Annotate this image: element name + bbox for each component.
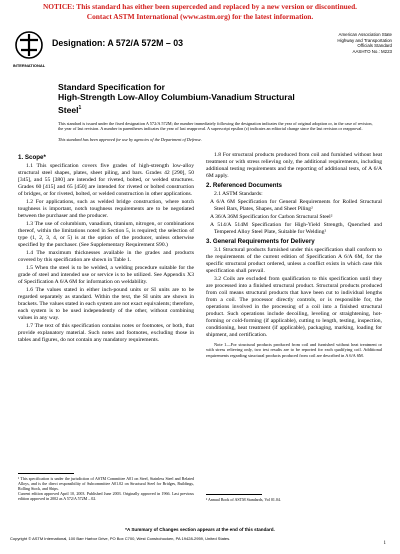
designation: Designation: A 572/A 572M – 03 [52,38,184,48]
agency-line: Officials Standard [357,43,392,49]
paragraph: 1.7 The text of this specification contains notes or footnotes, or both, that provide explanatory material. Such notes and footnotes, excluding those in tables and figures, do not contain any mandatory requirements. [18,323,194,343]
logo-label: INTERNATIONAL [12,63,46,68]
agency-line: American Association State [338,32,392,37]
issuance-note: This standard is issued under the fixed designation A 572/A 572M; the number immediately following the designation indicates the year of original adoption or, in the case of revision, the year of last revision. A number in parentheses indicates the year of last reapproval. A superscript epsilon (ε) indicates an editorial change since the last revision or reapproval. [58,121,373,132]
notice-line-1: NOTICE: This standard has either been superceded and replaced by a new version or discontinued. [42,2,358,11]
reference-item: A 514/A 514M Specification for High-Yield Strength, Quenched and Tempered Alloy Steel Plate, Suitable for Welding² [210,222,382,235]
footnotes-right [206,497,382,502]
paragraph: 3.1 Structural products furnished under this specification shall conform to the requirements of the current edition of Specification A 6/A 6M, for the specific structural product ordered, unless a conflict exists in which case this specification shall prevail. [206,247,382,274]
title-footnote-ref: 1 [78,104,82,111]
title-line-1: Standard Specification for [58,82,165,92]
reference-item: A 6/A 6M Specification for General Requirements for Rolled Structural Steel Bars, Plates, Shapes, and Sheet Piling² [210,199,382,212]
footnote: Current edition approved April 10, 2003. Published June 2003. Originally approved in 1966. Last previous edition approved in 2002 as A 572/A 572M – 02. [18,491,194,501]
footnote-rule [18,473,74,474]
page-number: 1 [383,541,386,546]
paragraph: 1.5 When the steel is to be welded, a welding procedure suitable for the grade of steel and intended use or service is to be utilized. See Appendix X3 of Specification A 6/A 6M for information on weldability. [18,265,194,285]
copyright: Copyright © ASTM International, 100 Barr Harbor Drive, PO Box C700, West Conshohocken, PA 19428-2959, United States. [10,536,231,541]
note: Note 1—For structural products produced from coil and furnished without heat treatment or with stress relieving only, two test results are to be reported for each qualifying coil. Additional requirements regarding structural products produced from coil are described in A 6/A 6M. [206,342,382,358]
section-heading-delivery: 3. General Requirements for Delivery [206,238,315,245]
paragraph: 1.4 The maximum thicknesses available in the grades and products covered by this specification are shown in Table 1. [18,250,194,263]
agency-line: AASHTO No.: M223 [352,48,392,54]
title-word: Steel [58,104,79,115]
document-title [58,82,378,115]
notice-line-2: Contact ASTM International (www.astm.org) for the latest information. [86,11,314,21]
reference-item: A 36/A 36M Specification for Carbon Structural Steel² [210,214,333,220]
paragraph: 1.6 The values stated in either inch-pound units or SI units are to be regarded separately as standard. Within the text, the SI units are shown in brackets. The values stated in each system are not exact equivalents; therefore, each system is to be used independently of the other, without combining values in any way. [18,287,194,321]
summary-of-changes-note: *A Summary of Changes section appears at the end of this standard. [125,527,275,532]
footnote: ¹ This specification is under the jurisdiction of ASTM Committee A01 on Steel, Stainless Steel and Related Alloys, and is the direct responsibility of Subcommittee A01.02 on Structural Steel for Bridges, Buildings, Rolling Stock, and Ships. [18,476,194,491]
title-line-2: High-Strength Low-Alloy Columbium-Vanadium Structural [58,92,295,103]
document-header [8,26,392,78]
paragraph: 3.2 Coils are excluded from qualification to this specification until they are processed into a finished structural product. Structural products produced from coil means structural products that have been cut to individual lengths from a coil. The processor directly controls, or is responsible for, the operations involved in the processing of a coil into a finished structural product. Such operations include decoiling, leveling or straightening, hot-forming or cold-forming (if applicable), cutting to length, testing, inspection, conditioning, heat treatment (if applicable), packaging, marking, loading for shipment, and certification. [206,276,382,338]
paragraph: 1.1 This specification covers five grades of high-strength low-alloy structural steel shapes, plates, sheet piling, and bars. Grades 42 [290], 50 [345], and 55 [380] are intended for riveted, bolted, or welded structures. Grades 60 [415] and 65 [450] are intended for riveted or bolted construction of bridges, or for riveted, bolted, or welded construction in other applications. [18,163,194,197]
paragraph: 2.1 ASTM Standards: [214,191,263,197]
footnotes-left [18,476,194,501]
paragraph: 1.2 For applications, such as welded bridge construction, where notch toughness is important, notch toughness requirements are to be negotiated between the purchaser and the producer. [18,199,194,219]
aashto-info [337,32,392,54]
footnote-rule [206,494,262,495]
section-heading-scope: 1. Scope* [18,154,46,161]
title-line-3 [58,103,378,115]
left-column [18,152,194,345]
right-column [206,152,382,359]
dod-approval-note: This standard has been approved for use by agencies of the Department of Defense. [58,137,202,142]
paragraph: 1.3 The use of columbium, vanadium, titanium, nitrogen, or combinations thereof, within the limitations noted in Section 5, is required; the selection of type (1, 2, 3, 4, or 5) is at the option of the producer, unless otherwise specified by the purchaser. (See Supplementary Requirement S90.) [18,221,194,248]
agency-line: Highway and Transportation [337,37,392,43]
footnote: ² Annual Book of ASTM Standards, Vol 01.04. [206,497,281,502]
paragraph: 1.8 For structural products produced from coil and furnished without heat treatment or with stress relieving only, the additional requirements, including additional testing requirements and the reporting of additional tests, of A 6/A 6M apply. [206,152,382,179]
section-heading-references: 2. Referenced Documents [206,182,282,189]
superseded-notice [0,2,400,21]
astm-logo-icon [12,30,46,70]
